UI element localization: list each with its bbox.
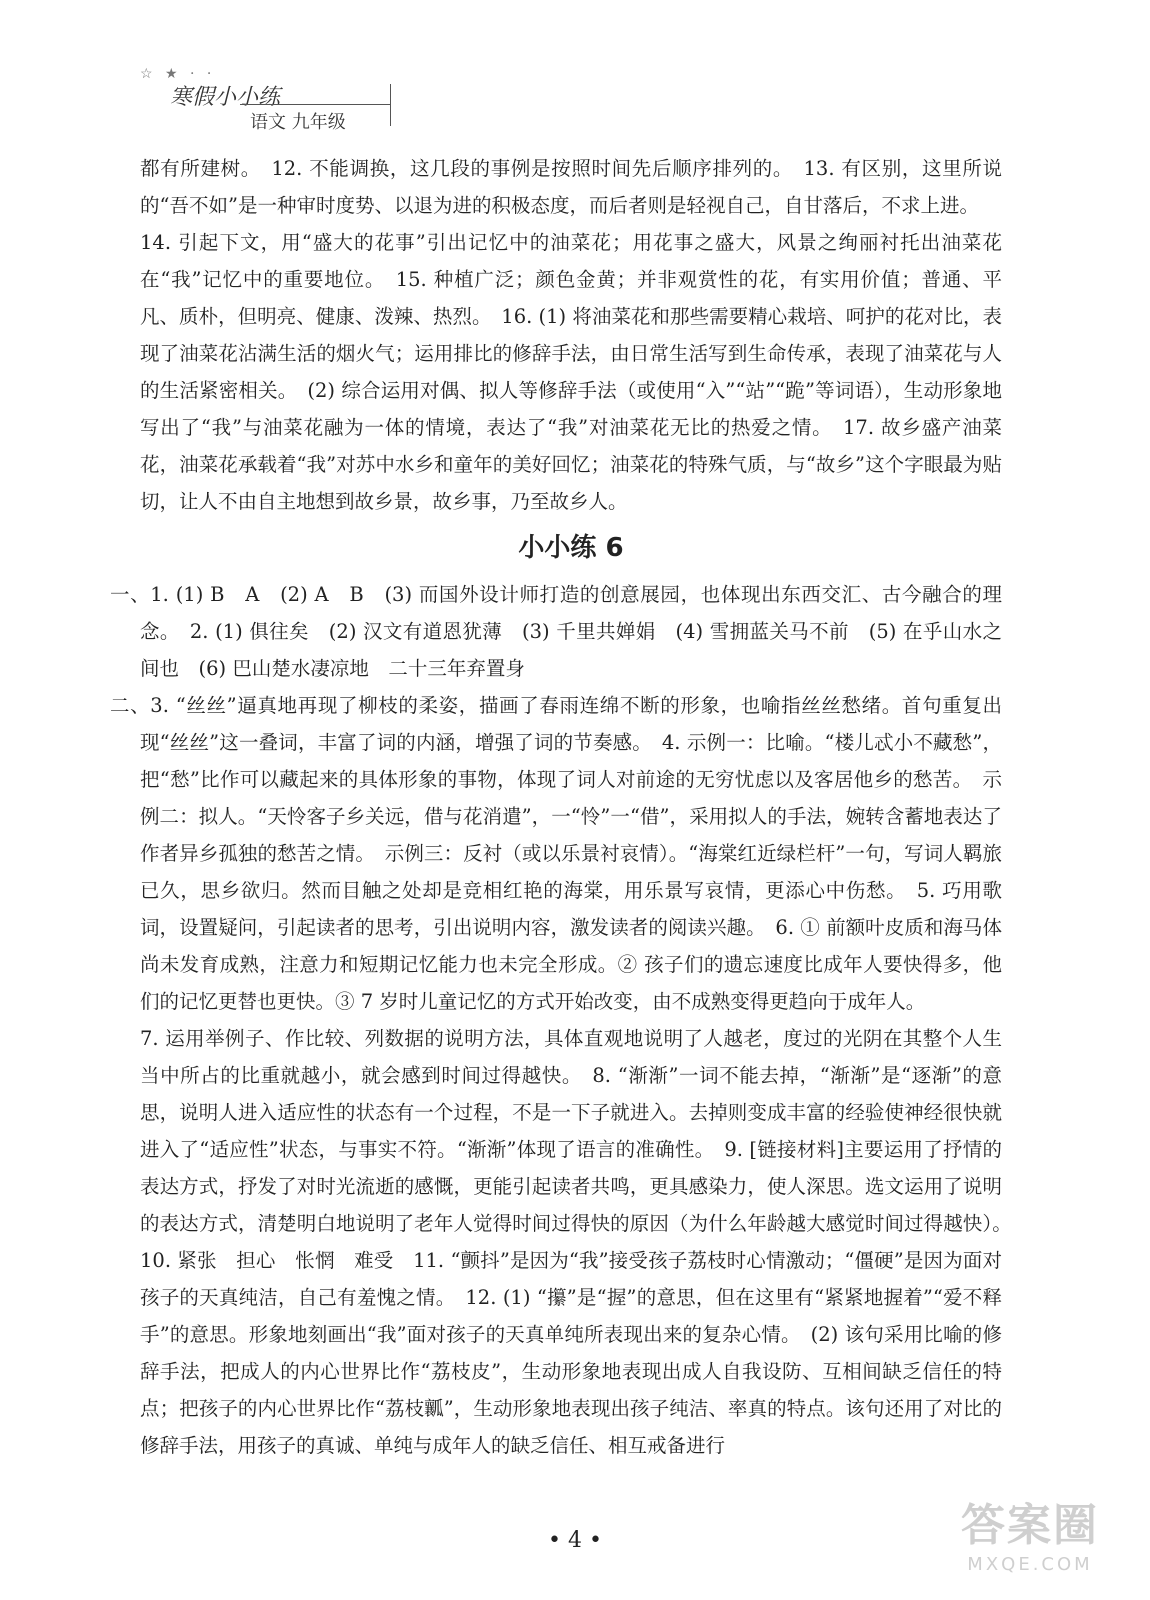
header-title: 寒假小小练 xyxy=(170,85,281,110)
page-header xyxy=(140,62,410,132)
page-number: • 4 • xyxy=(548,1528,602,1553)
header-vertical-divider xyxy=(390,84,391,126)
watermark-url: MXQE.COM xyxy=(967,1554,1093,1575)
part-one xyxy=(110,576,1002,687)
answer-paragraph: 7. 运用举例子、作比较、列数据的说明方法，具体直观地说明了人越老，度过的光阴在其整个人生当中所占的比重就越小，就会感到时间过得越快。 8. “渐渐”一词不能去掉，“渐渐”是“逐渐”的意思，说明人进入适应性的状态有一个过程，不是一下子就进入。去掉则变成丰富的经验使神经很快就进入了“适应性”状态，与事实不符。“渐渐”体现了语言的准确性。 9. [链接材料]主要运用了抒情的表达方式，抒发了对时光流逝的感慨，更能引起读者共鸣，更具感染力，使人深思。选文运用了说明的表达方式，清楚明白地说明了老年人觉得时间过得快的原因（为什么年龄越大感觉时间过得越快）。 10. 紧张 担心 怅惘 难受 11. “颤抖”是因为“我”接受孩子荔枝时心情激动；“僵硬”是因为面对孩子的天真纯洁，自己有羞愧之情。 12. (1) “攥”是“握”的意思，但在这里有“紧紧地握着”“爱不释手”的意思。形象地刻画出“我”面对孩子的天真单纯所表现出来的复杂心情。 (2) 该句采用比喻的修辞手法，把成人的内心世界比作“荔枝皮”，生动形象地表现出成人自我设防、互相间缺乏信任的特点；把孩子的内心世界比作“荔枝瓤”，生动形象地表现出孩子纯洁、率真的特点。该句还用了对比的修辞手法，用孩子的真诚、单纯与成年人的缺乏信任、相互戒备进行 xyxy=(140,1027,1022,1457)
answer-content xyxy=(110,150,1022,1464)
watermark-logo xyxy=(940,1498,1120,1588)
part-label: 一、 xyxy=(110,583,151,606)
header-divider xyxy=(240,104,390,105)
part-text: 1. (1) B A (2) A B (3) 而国外设计师打造的创意展园，也体现出东西交汇、古今融合的理念。 2. (1) 俱往矣 (2) 汉文有道恩犹薄 (3) 千里共婵娟 (4) 雪拥蓝关马不前 (5) 在乎山水之间也 (6) 巴山楚水凄凉地 二十三年弃置身 xyxy=(140,583,1002,680)
part-text: 3. “丝丝”逼真地再现了柳枝的柔姿，描画了春雨连绵不断的形象，也喻指丝丝愁绪。首句重复出现“丝丝”这一叠词，丰富了词的内涵，增强了词的节奏感。 4. 示例一：比喻。“楼儿忒小不藏愁”，把“愁”比作可以藏起来的具体形象的事物，体现了词人对前途的无穷忧虑以及客居他乡的愁苦。 示例二：拟人。“天怜客子乡关远，借与花消遣”，一“怜”一“借”，采用拟人的手法，婉转含蓄地表达了作者异乡孤独的愁苦之情。 示例三：反衬（或以乐景衬哀情）。“海棠红近绿栏杆”一句，写词人羁旅已久，思乡欲归。然而目触之处却是竞相红艳的海棠，用乐景写哀情，更添心中伤愁。 5. 巧用歌词，设置疑问，引起读者的思考，引出说明内容，激发读者的阅读兴趣。 6. ① 前额叶皮质和海马体尚未发育成熟，注意力和短期记忆能力也未完全形成。② 孩子们的遗忘速度比成年人要快得多，他们的记忆更替也更快。③ 7 岁时儿童记忆的方式开始改变，由不成熟变得更趋向于成年人。 xyxy=(140,694,1002,1013)
answer-paragraph: 14. 引起下文，用“盛大的花事”引出记忆中的油菜花；用花事之盛大，风景之绚丽衬托出油菜花在“我”记忆中的重要地位。 15. 种植广泛；颜色金黄；并非观赏性的花，有实用价值；普通、平凡、质朴，但明亮、健康、泼辣、热烈。 16. (1) 将油菜花和那些需要精心栽培、呵护的花对比，表现了油菜花沾满生活的烟火气；运用排比的修辞手法，由日常生活写到生命传承，表现了油菜花与人的生活紧密相关。 (2) 综合运用对偶、拟人等修辞手法（或使用“入”“站”“跪”等词语），生动形象地写出了“我”与油菜花融为一体的情境，表达了“我”对油菜花无比的热爱之情。 17. 故乡盛产油菜花，油菜花承载着“我”对苏中水乡和童年的美好回忆；油菜花的特殊气质，与“故乡”这个字眼最为贴切，让人不由自主地想到故乡景，故乡事，乃至故乡人。 xyxy=(140,231,1002,513)
answer-paragraph: 都有所建树。 12. 不能调换，这几段的事例是按照时间先后顺序排列的。 13. 有区别，这里所说的“吾不如”是一种审时度势、以退为进的积极态度，而后者则是轻视自己，自甘落后，不求上进。 xyxy=(140,157,1002,217)
header-subtitle: 语文 九年级 xyxy=(250,112,346,133)
watermark-title: 答案圈 xyxy=(961,1500,1099,1551)
part-label: 二、 xyxy=(110,694,151,717)
section-title: 小小练 6 xyxy=(518,533,624,563)
part-two xyxy=(110,687,1002,1020)
star-decoration-icon: ☆ ★ · · xyxy=(140,66,216,82)
